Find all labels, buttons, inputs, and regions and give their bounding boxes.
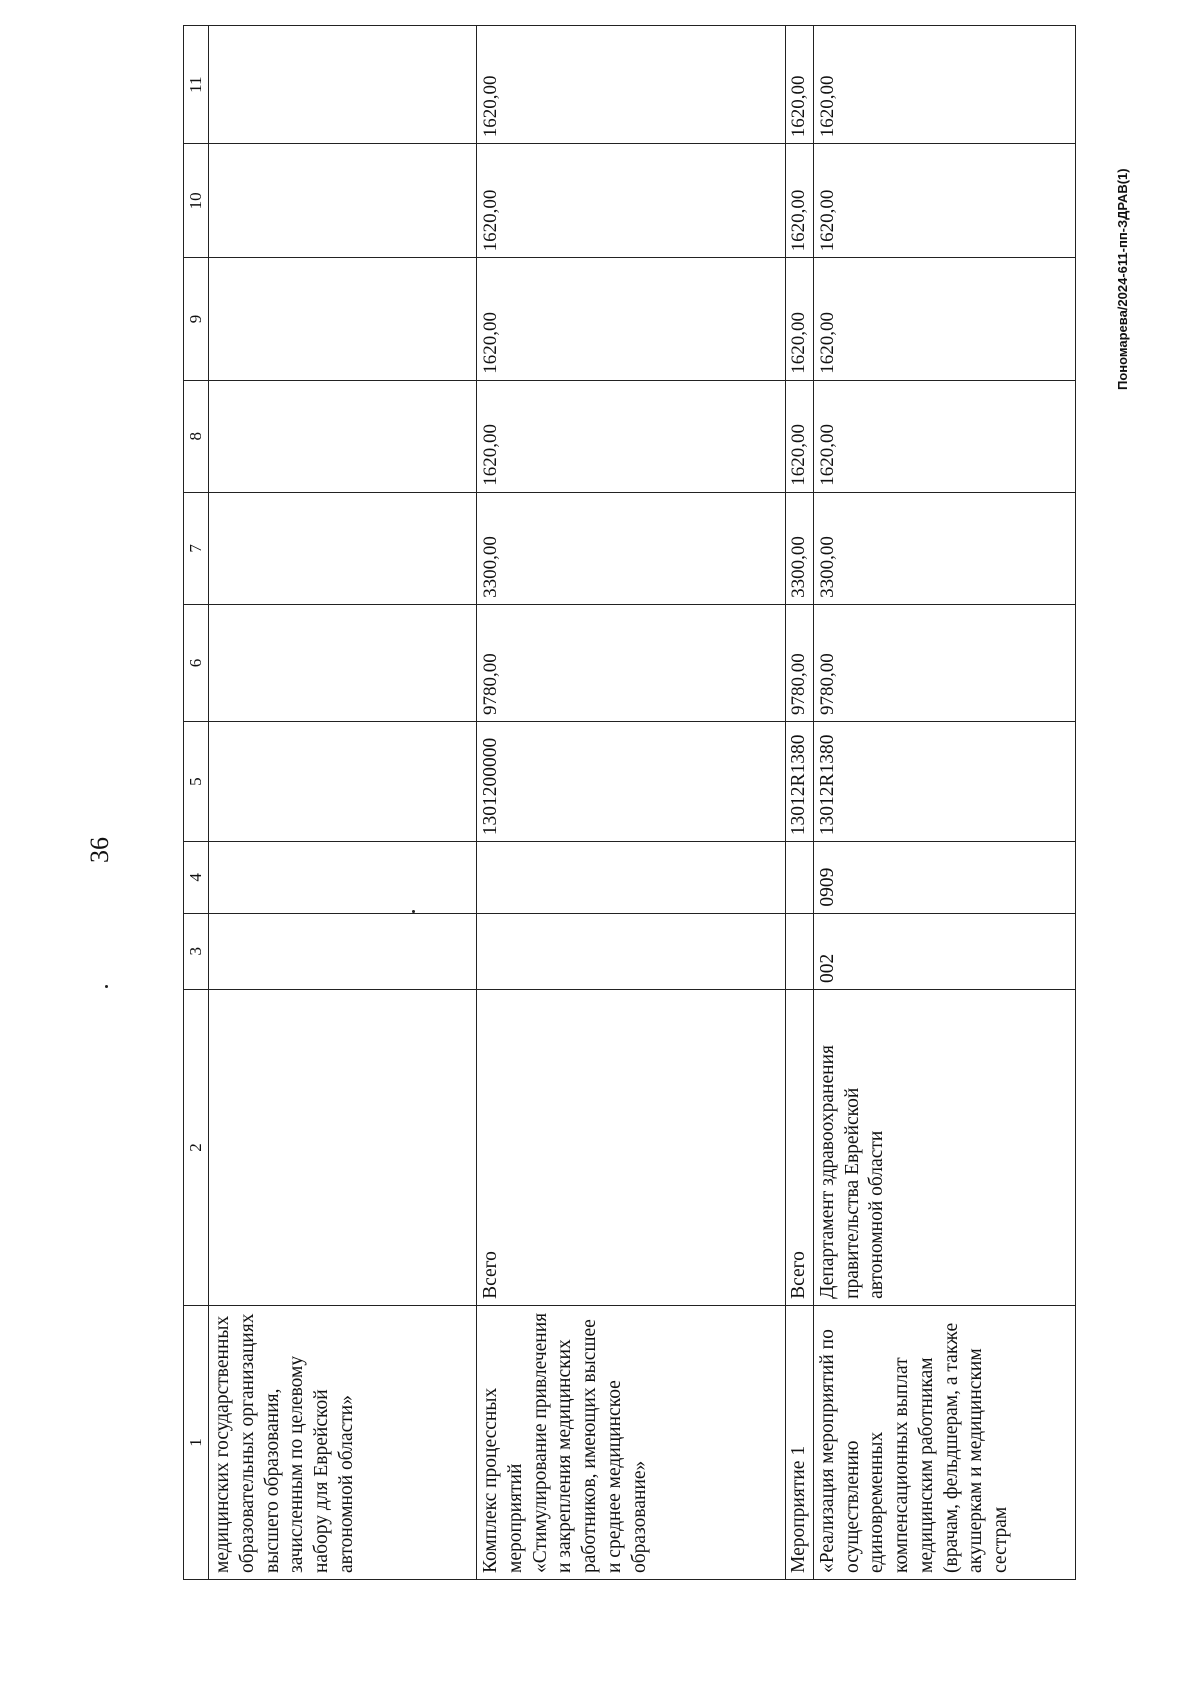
header-cell: 2: [184, 990, 209, 1306]
year-amount-cell: 3300,00: [786, 492, 814, 604]
program-name-cell: «Реализация мероприятий по осуществлению единовременных компенсационных выплат медицинским работникам (врачам, фельдшерам, а также акушеркам и медицинским сестрам: [813, 1305, 1075, 1579]
page-number: 36: [85, 837, 114, 863]
year-amount-cell: [209, 380, 477, 492]
responsible-cell: Всего: [477, 990, 786, 1306]
target-article-cell: 13012R1380: [813, 722, 1075, 842]
responsible-cell: Всего: [786, 990, 814, 1306]
stray-mark: [105, 985, 108, 988]
year-amount-cell: [209, 144, 477, 258]
header-cell: 11: [184, 26, 209, 144]
header-cell: 4: [184, 842, 209, 913]
year-amount-cell: [209, 258, 477, 380]
section-cell: [477, 842, 786, 913]
section-cell: [209, 842, 477, 913]
target-article-cell: [209, 722, 477, 842]
year-amount-cell: [209, 26, 477, 144]
year-amount-cell: 1620,00: [813, 144, 1075, 258]
table-row: [209, 26, 477, 1580]
header-cell: 7: [184, 492, 209, 604]
table-header-row: [184, 26, 209, 1580]
header-cell: 9: [184, 258, 209, 380]
year-amount-cell: 1620,00: [813, 26, 1075, 144]
header-cell: 1: [184, 1305, 209, 1579]
header-cell: 5: [184, 722, 209, 842]
year-amount-cell: 1620,00: [786, 144, 814, 258]
year-amount-cell: 3300,00: [477, 492, 786, 604]
year-amount-cell: 1620,00: [786, 258, 814, 380]
grbs-cell: [786, 913, 814, 989]
budget-table: [183, 25, 1076, 1580]
total-amount-cell: [209, 604, 477, 721]
year-amount-cell: 1620,00: [477, 258, 786, 380]
header-cell: 10: [184, 144, 209, 258]
responsible-cell: Департамент здравоохранения правительства Еврейской автономной области: [813, 990, 1075, 1306]
header-cell: 6: [184, 604, 209, 721]
program-name-cell: Комплекс процессных мероприятий «Стимулирование привлечения и закрепления медицинских работников, имеющих высшее и среднее медицинское образование»: [477, 1305, 786, 1579]
grbs-cell: [209, 913, 477, 989]
table-row: [477, 26, 786, 1580]
target-article-cell: 13012R1380: [786, 722, 814, 842]
table-row: [786, 26, 814, 1580]
table-row: [813, 26, 1075, 1580]
header-cell: 8: [184, 380, 209, 492]
program-name-cell: медицинских государственных образовательных организациях высшего образования, зачисленным по целевому набору для Еврейской автономной области»: [209, 1305, 477, 1579]
year-amount-cell: 1620,00: [477, 380, 786, 492]
section-cell: [786, 842, 814, 913]
footer-code: Пономарева/2024-611-пп-ЗДРАВ(1): [1115, 168, 1130, 390]
total-amount-cell: 9780,00: [477, 604, 786, 721]
year-amount-cell: 1620,00: [813, 380, 1075, 492]
total-amount-cell: 9780,00: [786, 604, 814, 721]
program-name-cell: Мероприятие 1: [786, 1305, 814, 1579]
year-amount-cell: 1620,00: [786, 380, 814, 492]
year-amount-cell: [209, 492, 477, 604]
section-cell: 0909: [813, 842, 1075, 913]
grbs-cell: 002: [813, 913, 1075, 989]
year-amount-cell: 1620,00: [813, 258, 1075, 380]
grbs-cell: [477, 913, 786, 989]
year-amount-cell: 1620,00: [477, 144, 786, 258]
year-amount-cell: 1620,00: [786, 26, 814, 144]
year-amount-cell: 1620,00: [477, 26, 786, 144]
header-cell: 3: [184, 913, 209, 989]
rotated-table-wrapper: [183, 25, 1076, 1580]
total-amount-cell: 9780,00: [813, 604, 1075, 721]
responsible-cell: [209, 990, 477, 1306]
year-amount-cell: 3300,00: [813, 492, 1075, 604]
target-article-cell: 1301200000: [477, 722, 786, 842]
